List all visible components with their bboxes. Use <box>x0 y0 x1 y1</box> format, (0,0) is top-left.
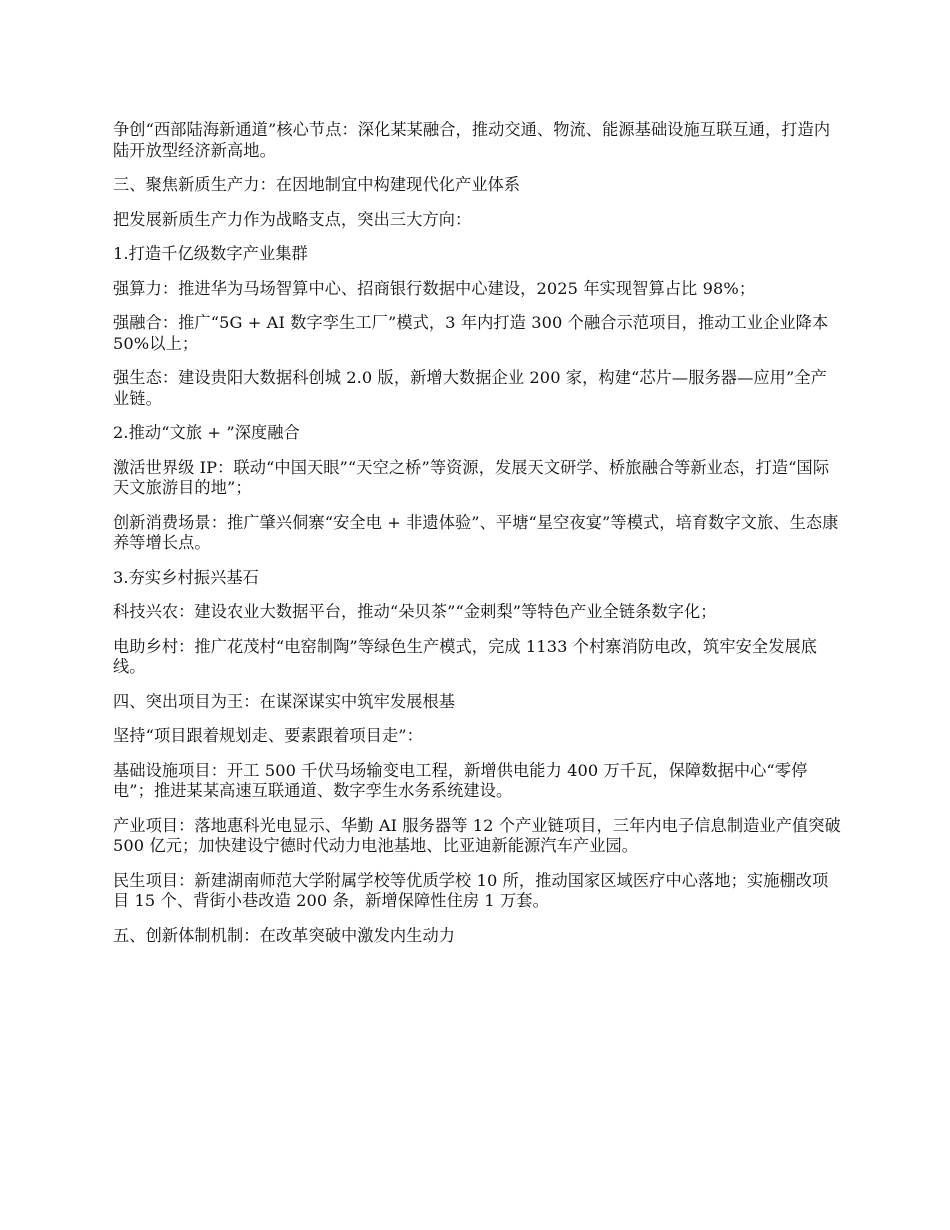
paragraph-ecosystem: 强生态：建设贵阳大数据科创城 2.0 版，新增大数据企业 200 家，构建“芯片—服务器—应用”全产业链。 <box>113 368 827 408</box>
paragraph-west-corridor: 争创“西部陆海新通道”核心节点：深化某某融合，推动交通、物流、能源基础设施互联互通，打造内陆开放型经济新高地。 <box>113 120 831 160</box>
paragraph-consumption-scenes: 创新消费场景：推广肇兴侗寨“安全电 + 非遗体验”、平塘“星空夜宴”等模式，培育数字文旅、生态康养等增长点。 <box>113 512 839 552</box>
subheading-rural-revitalization: 3.夯实乡村振兴基石 <box>113 567 259 587</box>
paragraph-power-village: 电助乡村：推广花茂村“电窑制陶”等绿色生产模式，完成 1133 个村寨消防电改，筑牢安全发展底线。 <box>113 636 818 676</box>
paragraph-infrastructure-projects: 基础设施项目：开工 500 千伏马场输变电工程，新增供电能力 400 万千瓦，保障数据中心“零停电”；推进某某高速互联通道、数字孪生水务系统建设。 <box>113 760 808 800</box>
subheading-culture-tourism: 2.推动“文旅 + ”深度融合 <box>113 423 300 442</box>
heading-section-4: 四、突出项目为王：在谋深谋实中筑牢发展根基 <box>113 691 456 711</box>
paragraph-world-ip: 激活世界级 IP：联动“中国天眼”“天空之桥”等资源，发展天文研学、桥旅融合等新业态，打造“国际天文旅游目的地”； <box>113 457 830 497</box>
paragraph-section-3-intro: 把发展新质生产力作为战略支点，突出三大方向： <box>113 209 472 229</box>
paragraph-tech-agriculture: 科技兴农：建设农业大数据平台，推动“朵贝茶”“金刺梨”等特色产业全链条数字化； <box>113 602 717 621</box>
heading-section-5: 五、创新体制机制：在改革突破中激发内生动力 <box>113 925 456 945</box>
paragraph-industry-projects: 产业项目：落地惠科光电显示、华勤 AI 服务器等 12 个产业链项目，三年内电子信息制造业产值突破 500 亿元；加快建设宁德时代动力电池基地、比亚迪新能源汽车产业园。 <box>113 815 841 855</box>
subheading-digital-industry: 1.打造千亿级数字产业集群 <box>113 244 308 263</box>
paragraph-integration: 强融合：推广“5G + AI 数字孪生工厂”模式，3 年内打造 300 个融合示范项目，推动工业企业降本 50%以上； <box>113 313 829 353</box>
document-body <box>113 120 843 960</box>
paragraph-livelihood-projects: 民生项目：新建湖南师范大学附属学校等优质学校 10 所，推动国家区域医疗中心落地；实施棚改项目 15 个、背街小巷改造 200 条，新增保障性住房 1 万套。 <box>113 870 829 910</box>
paragraph-computing-power: 强算力：推进华为马场智算中心、招商银行数据中心建设，2025 年实现智算占比 98%； <box>113 278 756 298</box>
paragraph-section-4-intro: 坚持“项目跟着规划走、要素跟着项目走”： <box>113 726 423 745</box>
heading-section-3: 三、聚焦新质生产力：在因地制宜中构建现代化产业体系 <box>113 175 521 194</box>
